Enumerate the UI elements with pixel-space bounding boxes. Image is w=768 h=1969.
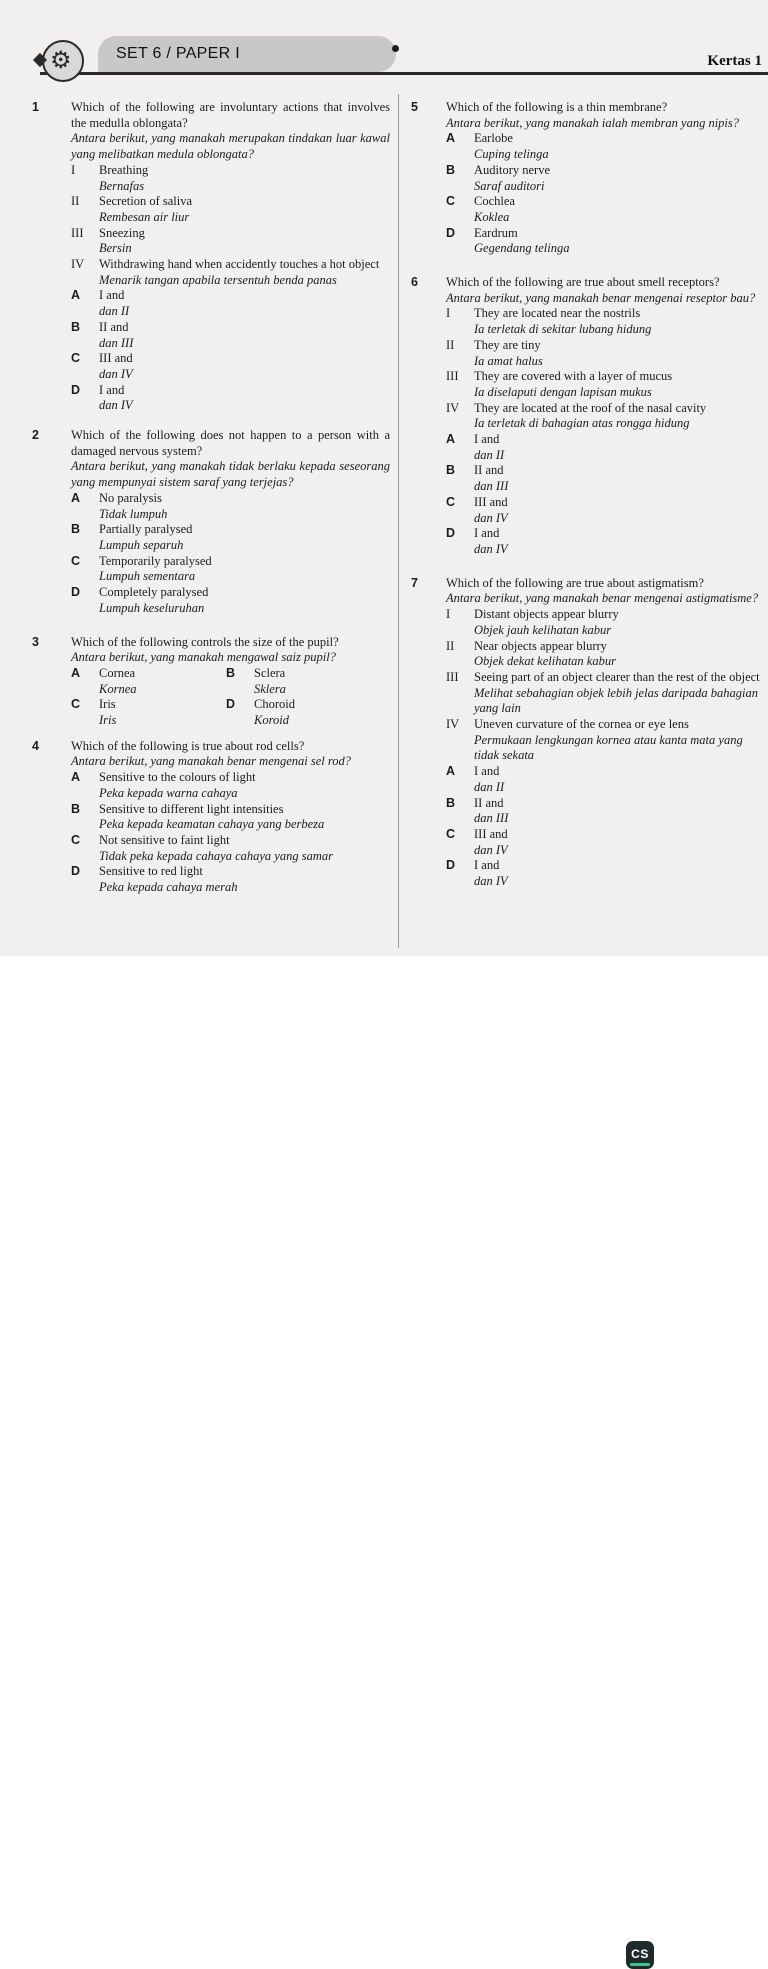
question-2 xyxy=(30,428,390,616)
statement-ms: Ia diselaputi dengan lapisan mukus xyxy=(474,384,652,399)
statement-en: They are covered with a layer of mucus xyxy=(474,369,673,384)
answer-option xyxy=(446,463,762,494)
option-en: III and xyxy=(474,494,508,509)
option-en: Sensitive to the colours of light xyxy=(99,770,256,785)
option-en: II and xyxy=(474,463,504,478)
answer-option xyxy=(446,526,762,557)
option-ms: Peka kepada warna cahaya xyxy=(99,785,238,800)
answer-option xyxy=(446,858,762,889)
option-ms: Tidak lumpuh xyxy=(99,506,168,521)
question-3 xyxy=(30,635,390,729)
option-ms: Koklea xyxy=(474,209,510,224)
option-en: Eardrum xyxy=(474,225,518,240)
statement-en: Uneven curvature of the cornea or eye lens xyxy=(474,717,689,732)
option-letter: A xyxy=(71,665,81,680)
option-ms: Kornea xyxy=(99,681,137,696)
statement-en: Sneezing xyxy=(99,225,145,240)
paper-label: Kertas 1 xyxy=(707,53,762,69)
answer-option xyxy=(71,288,390,319)
question-number: 3 xyxy=(32,634,39,649)
roman-numeral: II xyxy=(446,337,455,352)
answer-option xyxy=(446,432,762,463)
option-ms: dan II xyxy=(99,304,130,319)
option-letter: D xyxy=(446,858,456,873)
statement-item xyxy=(71,194,390,225)
answer-option xyxy=(446,827,762,858)
header-badge xyxy=(42,40,84,82)
question-6 xyxy=(405,275,762,558)
answer-option xyxy=(71,802,390,833)
option-en: II and xyxy=(474,795,504,810)
statement-ms: Menarik tangan apabila tersentuh benda panas xyxy=(99,272,337,287)
option-en: III and xyxy=(474,826,508,841)
answer-option xyxy=(71,585,390,616)
option-en: Temporarily paralysed xyxy=(99,553,212,568)
question-number: 4 xyxy=(32,738,39,753)
statement-ms: Bersin xyxy=(99,241,132,256)
question-text-en: Which of the following are true about smell receptors? xyxy=(446,275,720,290)
answer-option xyxy=(446,163,762,194)
roman-numeral: I xyxy=(446,306,451,321)
option-letter: D xyxy=(71,864,81,879)
right-column xyxy=(405,100,762,890)
answer-option xyxy=(71,833,390,864)
roman-numeral: III xyxy=(71,225,84,240)
statement-item xyxy=(446,670,762,717)
option-en: Sclera xyxy=(254,665,286,680)
question-number: 1 xyxy=(32,100,39,114)
statement-item xyxy=(446,306,762,337)
statement-en: Secretion of saliva xyxy=(99,194,193,209)
option-letter: A xyxy=(446,432,456,447)
option-letter: B xyxy=(446,795,456,810)
answer-option xyxy=(446,764,762,795)
question-number: 5 xyxy=(411,100,418,114)
option-ms: Lumpuh sementara xyxy=(99,569,196,584)
statement-ms: Objek jauh kelihatan kabur xyxy=(474,622,612,637)
exam-page xyxy=(0,0,768,956)
answer-option xyxy=(71,383,390,414)
roman-numeral: IV xyxy=(71,257,85,272)
answer-option xyxy=(71,770,390,801)
statement-en: Withdrawing hand when accidently touches a hot object xyxy=(99,257,380,272)
option-letter: C xyxy=(71,351,81,366)
statement-en: They are tiny xyxy=(474,337,541,352)
options-grid xyxy=(71,666,390,729)
statement-en: Seeing part of an object clearer than the rest of the object xyxy=(474,669,760,684)
option-letter: B xyxy=(71,319,81,334)
answer-option xyxy=(71,666,226,697)
option-ms: dan II xyxy=(474,779,505,794)
option-en: Earlobe xyxy=(474,131,513,146)
option-letter: B xyxy=(446,463,456,478)
answer-option xyxy=(71,491,390,522)
answer-option xyxy=(446,226,762,257)
statement-en: Distant objects appear blurry xyxy=(474,607,619,622)
statement-item xyxy=(71,257,390,288)
statement-ms: Objek dekat kelihatan kabur xyxy=(474,654,616,669)
statement-item xyxy=(446,369,762,400)
statement-en: Near objects appear blurry xyxy=(474,638,607,653)
answer-option xyxy=(446,796,762,827)
question-1 xyxy=(30,100,390,414)
option-letter: C xyxy=(446,494,456,509)
roman-numeral: II xyxy=(446,638,455,653)
option-ms: Peka kepada keamatan cahaya yang berbeza xyxy=(99,817,325,832)
statement-item xyxy=(71,226,390,257)
option-ms: Gegendang telinga xyxy=(474,241,570,256)
statement-item xyxy=(446,717,762,764)
option-en: Partially paralysed xyxy=(99,522,193,537)
option-ms: dan IV xyxy=(474,874,508,889)
header-dot xyxy=(392,45,399,52)
statement-item xyxy=(446,401,762,432)
option-en: Sensitive to different light intensities xyxy=(99,801,284,816)
option-ms: dan III xyxy=(474,479,509,494)
question-text-ms: Antara berikut, yang manakah ialah membran yang nipis? xyxy=(446,115,740,130)
statement-item xyxy=(446,607,762,638)
option-letter: D xyxy=(446,526,456,541)
option-en: Iris xyxy=(99,697,116,712)
answer-option xyxy=(71,522,390,553)
statement-item xyxy=(446,338,762,369)
option-ms: dan III xyxy=(99,335,134,350)
statement-item xyxy=(71,163,390,194)
option-ms: dan IV xyxy=(474,541,508,556)
option-ms: dan III xyxy=(474,811,509,826)
statement-item xyxy=(446,639,762,670)
option-ms: dan IV xyxy=(99,398,133,413)
option-ms: Iris xyxy=(99,713,117,728)
option-letter: C xyxy=(446,826,456,841)
roman-numeral: II xyxy=(71,194,80,209)
question-5 xyxy=(405,100,762,257)
question-text-en: Which of the following are true about astigmatism? xyxy=(446,575,704,590)
roman-numeral: III xyxy=(446,669,459,684)
statement-ms: Ia amat halus xyxy=(474,353,543,368)
option-letter: A xyxy=(446,764,456,779)
camscanner-logo: CS xyxy=(626,1941,654,1969)
statement-en: They are located near the nostrils xyxy=(474,306,641,321)
option-en: I and xyxy=(474,526,500,541)
left-column xyxy=(30,100,390,896)
option-letter: D xyxy=(226,697,236,712)
question-7 xyxy=(405,576,762,890)
option-ms: Tidak peka kepada cahaya cahaya yang samar xyxy=(99,848,333,863)
option-ms: dan IV xyxy=(474,510,508,525)
roman-numeral: IV xyxy=(446,400,460,415)
statement-ms: Ia terletak di bahagian atas rongga hidung xyxy=(474,416,690,431)
roman-numeral: IV xyxy=(446,717,460,732)
option-en: Sensitive to red light xyxy=(99,864,203,879)
answer-option xyxy=(446,131,762,162)
statement-ms: Melihat sebahagian objek lebih jelas daripada bahagian yang lain xyxy=(474,685,758,716)
statement-en: Breathing xyxy=(99,162,149,177)
statement-en: They are located at the roof of the nasal cavity xyxy=(474,400,707,415)
option-ms: Sklera xyxy=(254,681,286,696)
answer-option xyxy=(71,864,390,895)
gear-icon: ⚙ xyxy=(50,46,72,74)
statement-ms: Rembesan air liur xyxy=(99,209,190,224)
option-ms: dan IV xyxy=(99,366,133,381)
roman-numeral: III xyxy=(446,369,459,384)
option-ms: Cuping telinga xyxy=(474,147,549,162)
answer-option xyxy=(446,495,762,526)
roman-numeral: I xyxy=(71,162,76,177)
option-letter: C xyxy=(71,553,81,568)
answer-option xyxy=(446,194,762,225)
option-letter: D xyxy=(446,225,456,240)
question-text-ms: Antara berikut, yang manakah benar mengenai reseptor bau? xyxy=(446,290,756,305)
option-letter: C xyxy=(446,194,456,209)
option-en: Choroid xyxy=(254,697,295,712)
option-en: I and xyxy=(99,288,125,303)
header-rule xyxy=(40,72,768,75)
option-en: II and xyxy=(99,319,129,334)
option-letter: D xyxy=(71,382,81,397)
option-en: Auditory nerve xyxy=(474,162,551,177)
option-letter: B xyxy=(446,162,456,177)
option-en: I and xyxy=(99,382,125,397)
option-en: I and xyxy=(474,432,500,447)
option-en: I and xyxy=(474,764,500,779)
answer-option xyxy=(226,666,386,697)
option-en: III and xyxy=(99,351,133,366)
statement-ms: Ia terletak di sekitar lubang hidung xyxy=(474,322,652,337)
answer-option xyxy=(226,697,386,728)
option-en: Completely paralysed xyxy=(99,585,209,600)
question-text-en: Which of the following is a thin membrane? xyxy=(446,100,668,114)
question-number: 6 xyxy=(411,275,418,290)
question-number: 7 xyxy=(411,575,418,590)
question-text-en: Which of the following are involuntary actions that involves the medulla oblongata? xyxy=(71,100,390,130)
option-ms: dan IV xyxy=(474,842,508,857)
option-ms: Peka kepada cahaya merah xyxy=(99,880,238,895)
option-ms: dan II xyxy=(474,447,505,462)
option-letter: C xyxy=(71,697,81,712)
option-letter: D xyxy=(71,585,81,600)
question-text-en: Which of the following is true about rod cells? xyxy=(71,738,305,753)
option-letter: C xyxy=(71,832,81,847)
question-text-ms: Antara berikut, yang manakah benar mengenai astigmatisme? xyxy=(446,591,759,606)
option-en: No paralysis xyxy=(99,490,162,505)
option-letter: A xyxy=(71,770,81,785)
answer-option xyxy=(71,554,390,585)
roman-numeral: I xyxy=(446,607,451,622)
statement-ms: Bernafas xyxy=(99,178,145,193)
question-4 xyxy=(30,739,390,896)
option-en: Not sensitive to faint light xyxy=(99,832,230,847)
option-ms: Lumpuh keseluruhan xyxy=(99,600,205,615)
question-text-ms: Antara berikut, yang manakah mengawal saiz pupil? xyxy=(71,650,336,665)
option-letter: B xyxy=(226,665,236,680)
option-en: I and xyxy=(474,858,500,873)
answer-option xyxy=(71,697,226,728)
question-text-en: Which of the following does not happen to a person with a damaged nervous system? xyxy=(71,428,390,458)
option-ms: Lumpuh separuh xyxy=(99,537,184,552)
option-ms: Koroid xyxy=(254,713,289,728)
question-number: 2 xyxy=(32,428,39,443)
question-text-en: Which of the following controls the size of the pupil? xyxy=(71,634,339,649)
answer-option xyxy=(71,351,390,382)
option-letter: A xyxy=(446,131,456,146)
option-en: Cochlea xyxy=(474,194,515,209)
option-ms: Saraf auditori xyxy=(474,178,545,193)
option-en: Cornea xyxy=(99,665,136,680)
question-text-ms: Antara berikut, yang manakah tidak berlaku kepada seseorang yang mempunyai sistem saraf yang terjejas? xyxy=(71,459,390,490)
answer-option xyxy=(71,320,390,351)
footer-area xyxy=(0,956,768,1961)
option-letter: B xyxy=(71,522,81,537)
page-title: SET 6 / PAPER I xyxy=(116,45,240,62)
option-letter: A xyxy=(71,288,81,303)
question-text-ms: Antara berikut, yang manakah benar mengenai sel rod? xyxy=(71,754,352,769)
question-text-ms: Antara berikut, yang manakah merupakan tindakan luar kawal yang melibatkan medula oblongata? xyxy=(71,131,390,162)
statement-ms: Permukaan lengkungan kornea atau kanta mata yang tidak sekata xyxy=(474,732,743,763)
column-divider xyxy=(398,94,399,948)
option-letter: B xyxy=(71,801,81,816)
option-letter: A xyxy=(71,490,81,505)
